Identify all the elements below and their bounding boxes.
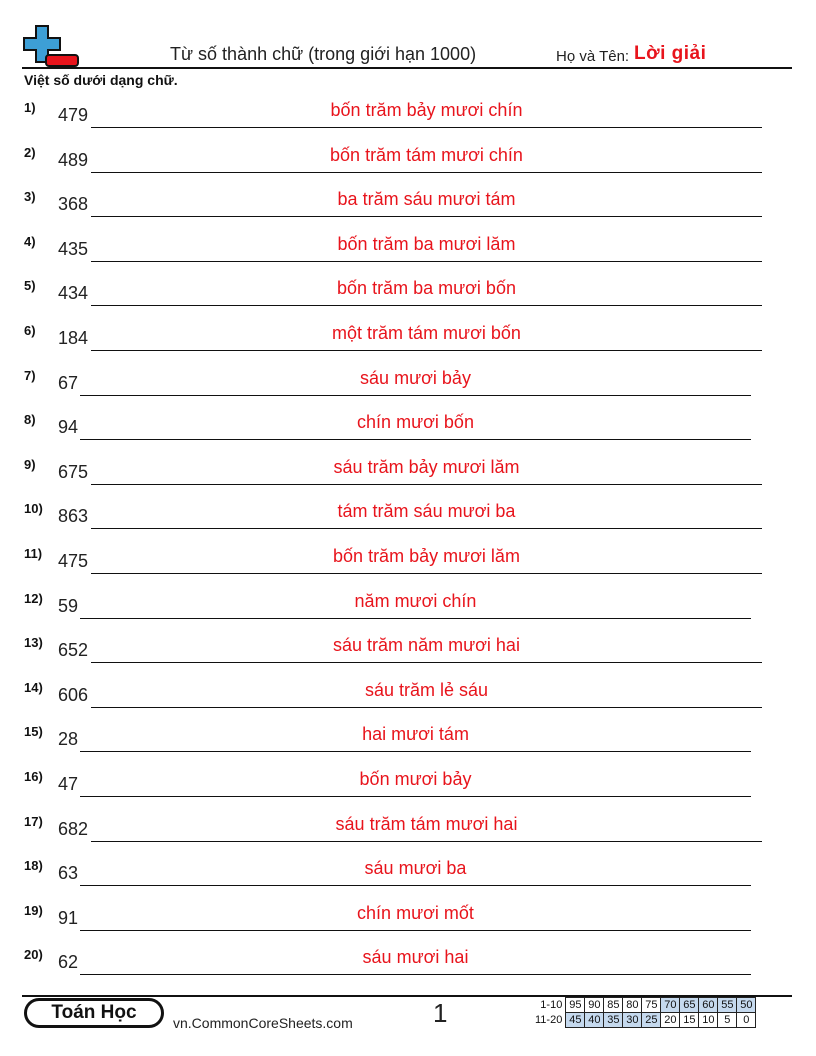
problem-value: 59 [58, 595, 79, 616]
answer-text: sáu mươi hai [362, 947, 469, 968]
problem-number: 12) [24, 590, 43, 606]
answer-line [80, 930, 751, 931]
problem-number: 2) [24, 144, 36, 160]
problem-value: 606 [58, 684, 89, 705]
problem-row [0, 189, 816, 219]
score-row [533, 998, 756, 1013]
problem-number: 7) [24, 367, 36, 383]
answer-text: ba trăm sáu mươi tám [337, 189, 516, 210]
problem-number: 1) [24, 100, 36, 115]
score-cell: 25 [642, 1013, 661, 1028]
problem-number: 8) [24, 412, 36, 428]
problem-value: 184 [58, 328, 89, 348]
problem-row [0, 278, 816, 308]
plus-minus-logo-icon [22, 24, 80, 68]
score-row [533, 1013, 756, 1028]
answer-text: bốn mươi bảy [359, 769, 472, 789]
score-cell: 45 [566, 1013, 585, 1028]
problem-value: 479 [58, 105, 89, 125]
problem-row [0, 903, 816, 933]
answer-line [91, 528, 762, 529]
problem-row [0, 591, 816, 621]
problem-row [0, 234, 816, 264]
score-cell: 30 [623, 1013, 642, 1028]
problem-number: 11) [24, 546, 43, 561]
answer-line [80, 885, 751, 886]
problem-row [0, 323, 816, 353]
problem-row [0, 457, 816, 487]
answer-text: bốn trăm bảy mươi chín [330, 100, 523, 120]
answer-line [91, 261, 762, 262]
answer-text: sáu trăm năm mươi hai [333, 635, 520, 656]
name-label: Họ và Tên: [556, 48, 630, 65]
problem-number: 6) [24, 323, 36, 338]
answer-text: chín mươi mốt [357, 902, 474, 923]
problem-value: 682 [58, 818, 89, 839]
answer-line [91, 172, 762, 173]
answer-line [91, 216, 762, 217]
problem-row [0, 724, 816, 754]
answer-text: bốn trăm ba mươi lăm [337, 233, 516, 254]
answer-line [91, 127, 762, 128]
answer-line [80, 439, 751, 440]
answer-line [80, 751, 751, 752]
answer-text: sáu trăm lẻ sáu [364, 679, 489, 700]
score-cell: 40 [585, 1013, 604, 1028]
problem-row [0, 814, 816, 844]
answer-text: sáu trăm bảy mươi lăm [333, 456, 520, 477]
brand-badge: Toán Học [24, 998, 164, 1028]
problem-number: 14) [24, 679, 43, 695]
problem-number: 4) [24, 233, 36, 249]
problem-value: 475 [58, 551, 89, 571]
answer-text: sáu mươi ba [364, 858, 467, 879]
score-cell: 80 [623, 998, 642, 1013]
answer-line [91, 305, 762, 306]
problem-number: 17) [24, 813, 43, 829]
page-number: 1 [433, 998, 448, 1028]
score-cell: 20 [661, 1013, 680, 1028]
problem-row [0, 635, 816, 665]
problem-row [0, 769, 816, 799]
problem-value: 675 [58, 461, 89, 482]
answer-text: bốn trăm bảy mươi lăm [333, 546, 520, 566]
problem-value: 863 [58, 506, 89, 527]
answer-text: sáu trăm tám mươi hai [335, 813, 518, 834]
score-row-label: 1-10 [540, 999, 563, 1011]
score-cell: 65 [680, 998, 699, 1013]
problem-value: 489 [58, 149, 89, 170]
score-row-label: 11-20 [535, 1014, 563, 1026]
problem-row [0, 546, 816, 576]
problem-row [0, 501, 816, 531]
problem-row [0, 145, 816, 175]
header-divider [22, 67, 792, 69]
problem-value: 368 [58, 194, 89, 215]
problem-row [0, 100, 816, 130]
answer-line [80, 974, 751, 975]
problem-value: 47 [58, 774, 79, 794]
score-cell: 55 [718, 998, 737, 1013]
answer-text: tám trăm sáu mươi ba [337, 501, 516, 522]
score-cell: 60 [699, 998, 718, 1013]
problem-number: 16) [24, 769, 43, 784]
problem-row [0, 368, 816, 398]
problem-value: 94 [58, 417, 79, 438]
problem-row [0, 947, 816, 977]
problem-number: 13) [24, 635, 43, 651]
score-cell: 90 [585, 998, 604, 1013]
score-cell: 0 [737, 1013, 756, 1028]
answer-text: một trăm tám mươi bốn [332, 323, 521, 343]
answer-text: năm mươi chín [354, 590, 477, 611]
answer-line [91, 484, 762, 485]
answer-text: chín mươi bốn [357, 412, 474, 433]
problem-value: 63 [58, 863, 79, 884]
score-table [533, 997, 756, 1028]
answer-line [80, 796, 751, 797]
problem-value: 67 [58, 372, 79, 393]
score-cell: 10 [699, 1013, 718, 1028]
answer-line [80, 395, 751, 396]
problem-value: 435 [58, 238, 89, 259]
score-cell: 70 [661, 998, 680, 1013]
problem-row [0, 680, 816, 710]
problem-number: 3) [24, 189, 36, 205]
answer-line [91, 662, 762, 663]
name-value: Lời giải [634, 43, 707, 64]
problem-value: 434 [58, 283, 89, 304]
answer-text: sáu mươi bảy [360, 367, 471, 388]
answer-text: hai mươi tám [362, 724, 469, 745]
site-url: vn.CommonCoreSheets.com [173, 1015, 353, 1031]
answer-line [91, 841, 762, 842]
score-cell: 5 [718, 1013, 737, 1028]
worksheet-title: Từ số thành chữ (trong giới hạn 1000) [170, 44, 477, 64]
score-cell: 35 [604, 1013, 623, 1028]
score-cell: 75 [642, 998, 661, 1013]
answer-line [80, 618, 751, 619]
problem-value: 28 [58, 729, 79, 750]
score-cell: 95 [566, 998, 585, 1013]
problem-row [0, 858, 816, 888]
problem-value: 91 [58, 907, 79, 928]
problem-value: 62 [58, 952, 79, 973]
problem-number: 9) [24, 456, 36, 472]
problem-number: 10) [24, 501, 43, 517]
instructions: Việt số dưới dạng chữ. [24, 72, 178, 88]
problem-number: 5) [24, 278, 36, 294]
problem-number: 15) [24, 724, 43, 740]
score-cell: 15 [680, 1013, 699, 1028]
problem-number: 19) [24, 902, 43, 918]
answer-line [91, 350, 762, 351]
problem-number: 20) [24, 947, 43, 963]
answer-line [91, 573, 762, 574]
score-cell: 50 [737, 998, 756, 1013]
answer-line [91, 707, 762, 708]
problem-number: 18) [24, 858, 43, 874]
answer-text: bốn trăm ba mươi bốn [337, 278, 516, 299]
answer-text: bốn trăm tám mươi chín [330, 144, 523, 165]
problem-row [0, 412, 816, 442]
score-cell: 85 [604, 998, 623, 1013]
problem-value: 652 [58, 640, 89, 661]
